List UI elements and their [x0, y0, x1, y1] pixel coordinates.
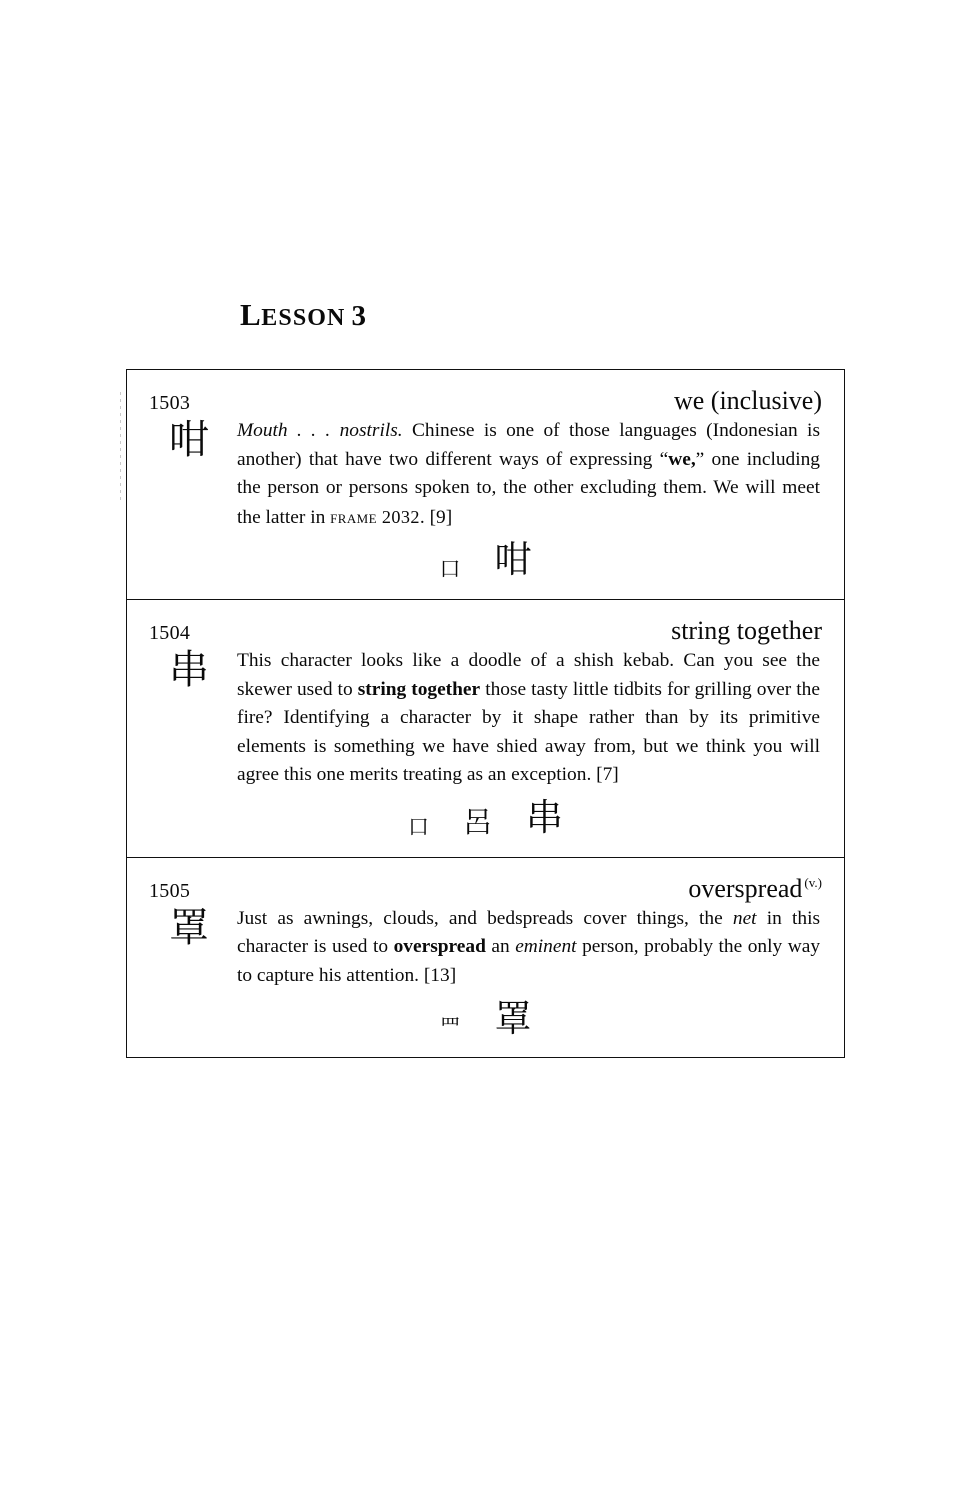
frame-inner	[127, 370, 844, 599]
stroke-sequence-glyph: 口	[407, 814, 429, 839]
emphasis-bold: overspread	[393, 936, 486, 958]
frame-header	[149, 611, 822, 645]
scan-artifact	[120, 392, 121, 500]
frame-inner	[127, 600, 844, 857]
frame-explanation	[237, 905, 822, 991]
frame-body-row	[149, 417, 822, 532]
frame-entry	[127, 370, 844, 599]
frame-number: 1505	[149, 879, 191, 902]
frames-table	[126, 369, 845, 1058]
frame-inner	[127, 858, 844, 1057]
body-text-run: ” one including the person or persons spoken to, the other excluding them. We will meet the latter in	[237, 448, 820, 528]
emphasis-bold: string together	[357, 678, 481, 700]
stroke-sequence-glyph: 咁	[494, 538, 532, 582]
frame-character: 罩	[169, 904, 209, 951]
body-text-run: . [9]	[419, 506, 453, 528]
body-text-run: Just as awnings, clouds, and bedspreads cover things, the	[237, 907, 733, 929]
frame-entry	[127, 599, 844, 857]
stroke-sequence-row	[149, 991, 822, 1054]
frame-body-row	[149, 905, 822, 991]
cross-reference: frame 2032	[330, 506, 420, 527]
frame-keyword-text: string together	[671, 616, 822, 646]
stroke-sequence-row	[149, 532, 822, 595]
emphasis-italic: net	[732, 907, 757, 929]
frame-keyword-text: we (inclusive)	[673, 386, 822, 415]
stroke-sequence-glyph: 呂	[462, 804, 492, 839]
frame-keyword-text: overspread	[688, 873, 803, 903]
frame-keyword	[671, 618, 822, 645]
stroke-sequence-glyph: 罩	[494, 996, 532, 1040]
body-text-run: person, probably the only way to capture his attention. [13]	[237, 936, 821, 986]
lesson-title-rest: ESSON	[261, 304, 346, 331]
frame-character: 咁	[169, 417, 209, 463]
frame-explanation	[237, 647, 822, 790]
body-text-run: This character looks like a doodle of a shish kebab. Can you see the skewer used to	[237, 650, 820, 700]
body-text-run: an	[485, 936, 516, 958]
stroke-sequence-glyph: 串	[526, 796, 563, 840]
frame-keyword-superscript: (v.)	[804, 875, 822, 891]
lesson-number: 3	[351, 299, 367, 332]
frame-entry	[127, 857, 844, 1057]
emphasis-italic: Mouth . . . nostrils.	[237, 420, 403, 441]
body-text-run: in this character is used to	[237, 907, 820, 958]
frame-header	[149, 381, 822, 415]
frame-keyword	[674, 388, 822, 415]
frame-keyword	[688, 873, 822, 903]
body-text-run: those tasty little tidbits for grilling over the fire? Identifying a character by it shape rather than by its primitive elements is something we have shied away from, but we think you will agree this one merits treating as an exception. [7]	[237, 678, 820, 786]
lesson-title-initial: L	[240, 296, 262, 332]
emphasis-bold: we,	[668, 448, 696, 470]
frame-number: 1503	[149, 392, 191, 414]
frame-body-row	[149, 647, 822, 790]
frame-character: 串	[169, 647, 209, 694]
frame-explanation	[237, 417, 822, 532]
frame-header	[149, 869, 822, 903]
stroke-sequence-row	[149, 790, 822, 853]
stroke-sequence-glyph: 罒	[439, 1015, 461, 1040]
stroke-sequence-glyph: 口	[439, 556, 461, 581]
emphasis-italic: eminent	[515, 936, 577, 958]
body-text-run: Chinese is one of those languages (Indonesian is another) that have two different ways of expressing “	[237, 420, 820, 470]
page-title	[240, 297, 367, 333]
frame-number: 1504	[149, 622, 191, 645]
